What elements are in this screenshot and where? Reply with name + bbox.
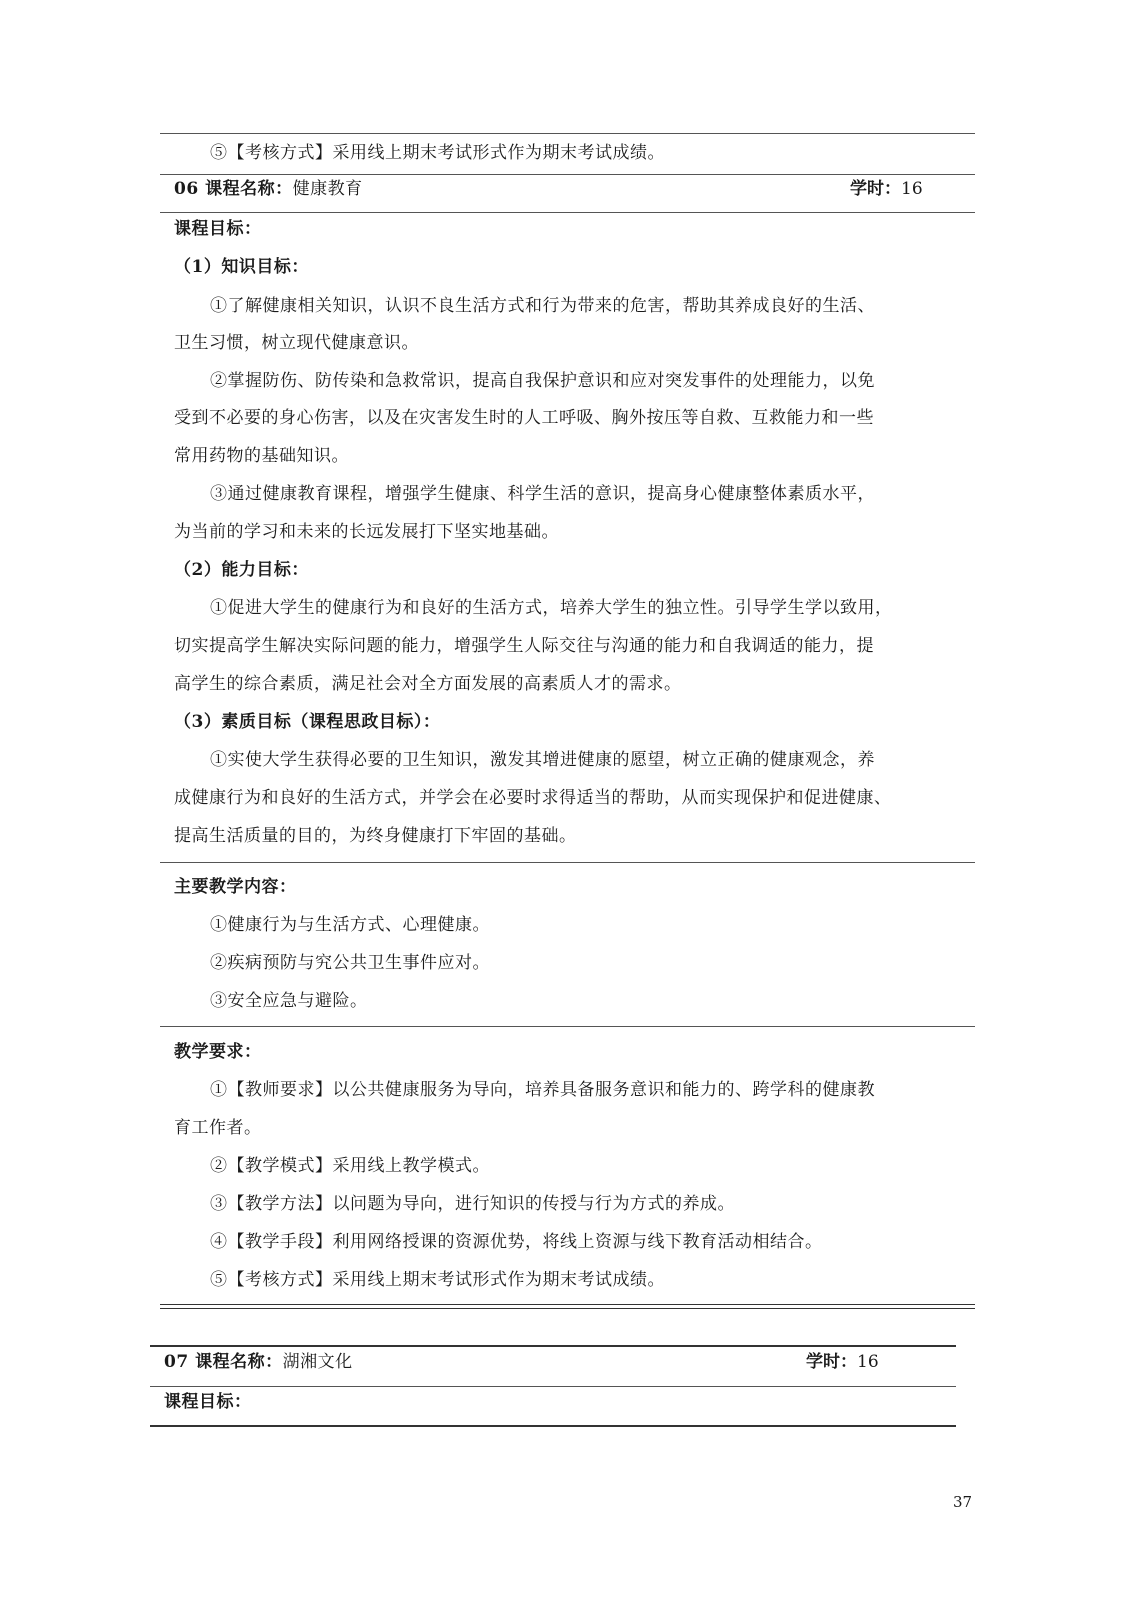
hours-value: 16 [901,179,923,199]
a1-line3: 高学生的综合素质，满足社会对全方面发展的高素质人才的需求。 [174,674,682,694]
k1-line2: 卫生习惯，树立现代健康意识。 [174,333,419,353]
course-07-name: 湖湘文化 [282,1352,353,1372]
req1-line1: ①【教师要求】以公共健康服务为导向，培养具备服务意识和能力的、跨学科的健康教 [210,1080,875,1100]
assess-line-prev: ⑤【考核方式】采用线上期末考试形式作为期末考试成绩。 [210,143,665,163]
course-07-goals-title: 课程目标： [164,1392,252,1412]
hours-label: 学时： [806,1352,857,1372]
ability-title: （2）能力目标： [174,560,309,580]
req3: ③【教学方法】以问题为导向，进行知识的传授与行为方式的养成。 [210,1194,735,1214]
q1-line1: ①实使大学生获得必要的卫生知识，激发其增进健康的愿望，树立正确的健康观念，养 [210,750,875,770]
req1-line2: 育工作者。 [174,1118,262,1138]
quality-title: （3）素质目标（课程思政目标）： [174,712,441,732]
top-rule [160,133,975,134]
q1-line2: 成健康行为和良好的生活方式，并学会在必要时求得适当的帮助，从而实现保护和促进健康、 [174,788,892,808]
knowledge-title: （1）知识目标： [174,257,309,277]
a1-line1: ①促进大学生的健康行为和良好的生活方式，培养大学生的独立性。引导学生学以致用， [210,598,893,618]
req4: ④【教学手段】利用网络授课的资源优势，将线上资源与线下教育活动相结合。 [210,1232,823,1252]
k3-line1: ③通过健康教育课程，增强学生健康、科学生活的意识，提高身心健康整体素质水平， [210,484,875,504]
content-title: 主要教学内容： [174,877,297,897]
page-number: 37 [953,1493,973,1511]
req2: ②【教学模式】采用线上教学模式。 [210,1156,490,1176]
req-title: 教学要求： [174,1042,262,1062]
hours-value: 16 [857,1352,879,1372]
content-item: ③安全应急与避险。 [210,991,368,1011]
hours-label: 学时： [850,179,901,199]
course-06-hours [850,177,923,201]
content-item: ①健康行为与生活方式、心理健康。 [210,915,490,935]
rule [150,1345,956,1347]
rule [150,1386,956,1387]
course-06-name: 健康教育 [292,179,363,199]
rule [150,1425,956,1427]
section-end-rule [160,1304,975,1309]
req5: ⑤【考核方式】采用线上期末考试形式作为期末考试成绩。 [210,1270,665,1290]
rule [160,212,975,213]
k2-line1: ②掌握防伤、防传染和急救常识，提高自我保护意识和应对突发事件的处理能力，以免 [210,371,875,391]
rule [160,862,975,863]
k1-line1: ①了解健康相关知识，认识不良生活方式和行为带来的危害，帮助其养成良好的生活、 [210,296,875,316]
course-07-label: 07 课程名称： [164,1352,283,1372]
content-item: ②疾病预防与究公共卫生事件应对。 [210,953,490,973]
a1-line2: 切实提高学生解决实际问题的能力，增强学生人际交往与沟通的能力和自我调适的能力，提 [174,636,874,656]
q1-line3: 提高生活质量的目的，为终身健康打下牢固的基础。 [174,826,577,846]
k2-line3: 常用药物的基础知识。 [174,446,349,466]
k2-line2: 受到不必要的身心伤害，以及在灾害发生时的人工呼吸、胸外按压等自救、互救能力和一些 [174,408,874,428]
course-07-hours [806,1350,879,1374]
goals-title: 课程目标： [174,219,262,239]
rule [160,174,975,175]
course-06-label: 06 课程名称： [174,179,293,199]
rule [160,1026,975,1027]
k3-line2: 为当前的学习和未来的长远发展打下坚实地基础。 [174,522,559,542]
